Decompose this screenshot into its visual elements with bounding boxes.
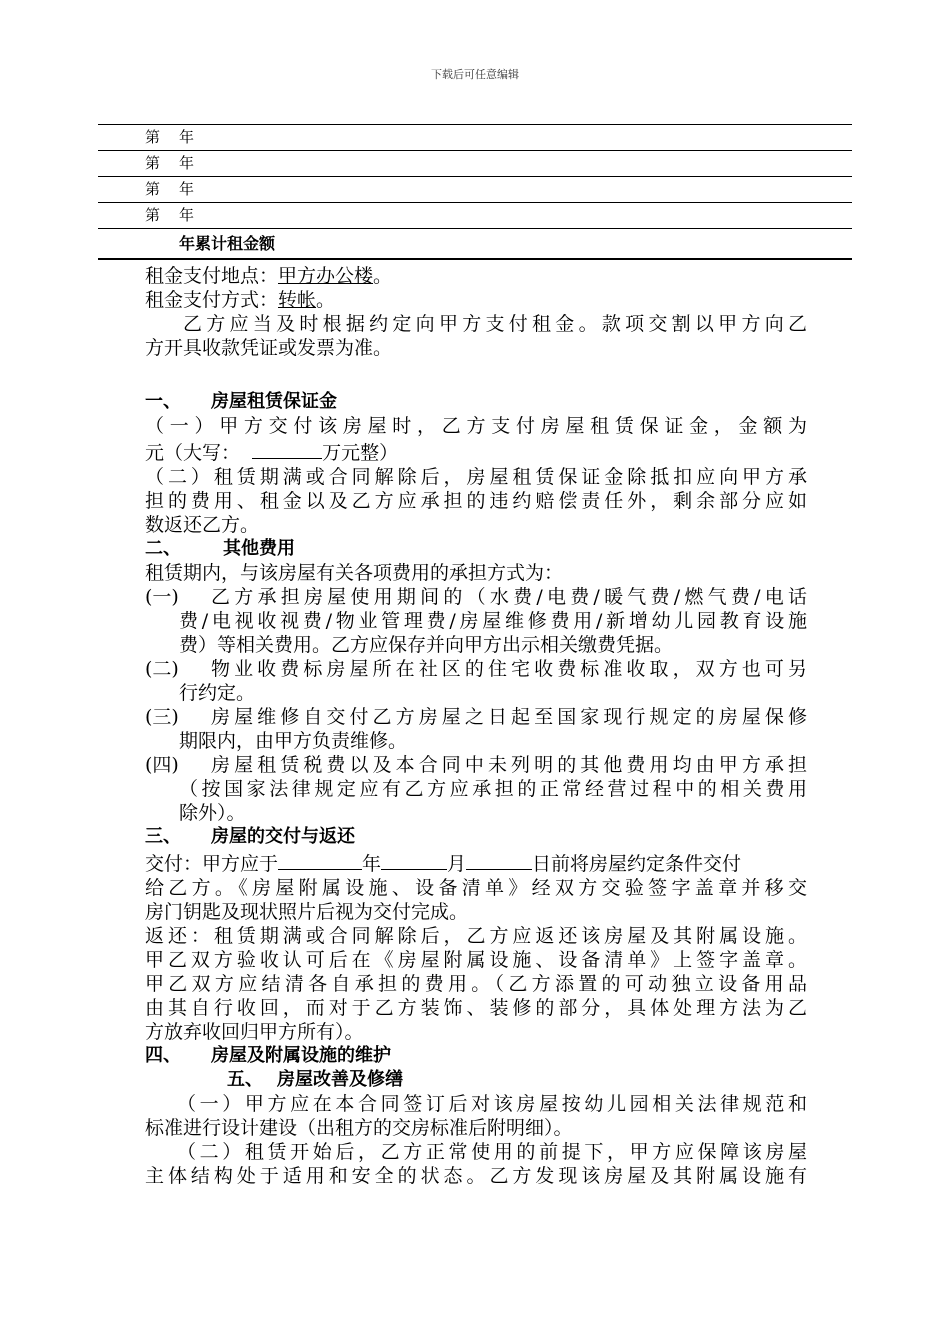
paragraph-line: 标准进行设计建设（出租方的交房标准后附明细）。 bbox=[145, 1117, 573, 1139]
paragraph-line: 元（大写： 万元整） bbox=[145, 438, 807, 465]
paragraph-line: 租赁期内，与该房屋有关各项费用的承担方式为： bbox=[145, 562, 564, 584]
paragraph-line: 交付：甲方应于 年 月 日前将房屋约定条件交付 bbox=[145, 849, 807, 876]
list-marker: (一) bbox=[145, 586, 179, 608]
list-marker: (二) bbox=[145, 658, 179, 680]
delivery-month-blank bbox=[381, 849, 447, 870]
paragraph-line: （一）甲方应在本合同签订后对该房屋按幼儿园相关法律规范和 bbox=[177, 1093, 807, 1115]
paragraph-line: 给乙方。《房屋附属设施、设备清单》经双方交验签字盖章并移交 bbox=[145, 877, 807, 899]
paragraph-line: （一）甲方交付该房屋时，乙方支付房屋租赁保证金，金额为 bbox=[145, 415, 807, 437]
payment-place-value: 甲方办公楼 bbox=[278, 265, 374, 287]
row-ordinal: 第 bbox=[145, 206, 161, 224]
row-year: 年 bbox=[179, 128, 195, 146]
row-ordinal: 第 bbox=[145, 154, 161, 172]
list-item: (三) 房屋维修自交付乙方房屋之日起至国家现行规定的房屋保修 期限内，由甲方负责维修。 bbox=[145, 706, 807, 752]
paragraph-line: 担的费用、租金以及乙方应承担的违约赔偿责任外，剩余部分应如 bbox=[145, 490, 807, 512]
row-ordinal: 第 bbox=[145, 128, 161, 146]
paragraph-line: 乙方应当及时根据约定向甲方支付租金。款项交割以甲方向乙 bbox=[183, 313, 807, 335]
row-year: 年 bbox=[179, 180, 195, 198]
page-header-note: 下载后可任意编辑 bbox=[431, 68, 519, 81]
list-marker: (三) bbox=[145, 706, 179, 728]
row-ordinal: 第 bbox=[145, 180, 161, 198]
payment-method-line: 租金支付方式：转帐。 bbox=[145, 289, 336, 311]
row-year: 年 bbox=[179, 206, 195, 224]
list-marker: (四) bbox=[145, 754, 179, 776]
section-heading: 一、 房屋租赁保证金 bbox=[145, 391, 337, 412]
section-heading: 五、 房屋改善及修缮 bbox=[227, 1069, 403, 1090]
paragraph-line: 主体结构处于适用和安全的状态。乙方发现该房屋及其附属设施有 bbox=[145, 1165, 807, 1187]
table-row bbox=[98, 176, 852, 202]
table-row bbox=[98, 150, 852, 176]
paragraph-line: 甲乙双方应结清各自承担的费用。（乙方添置的可动独立设备用品 bbox=[145, 973, 807, 995]
paragraph-line: 数返还乙方。 bbox=[145, 514, 260, 536]
table-row bbox=[98, 202, 852, 228]
payment-place-line: 租金支付地点：甲方办公楼。 bbox=[145, 265, 393, 287]
list-item: (一) 乙方承担房屋使用期间的（水费/电费/暖气费/燃气费/电话 费/电视收视费/物业管理费/房屋维修费用/新增幼儿园教育设施 费）等相关费用。乙方应保存并向甲方出示相关缴费凭据。 bbox=[145, 586, 807, 656]
deposit-amount-blank bbox=[252, 438, 322, 459]
payment-method-value: 转帐 bbox=[278, 289, 317, 311]
paragraph-line: 返还：租赁期满或合同解除后，乙方应返还该房屋及其附属设施。 bbox=[145, 925, 807, 947]
list-item: (四) 房屋租赁税费以及本合同中未列明的其他费用均由甲方承担 （按国家法律规定应有乙方应承担的正常经营过程中的相关费用 除外）。 bbox=[145, 754, 807, 824]
row-year: 年 bbox=[179, 154, 195, 172]
total-rent-label: 年累计租金额 bbox=[179, 234, 276, 253]
paragraph-line: 甲乙双方验收认可后在《房屋附属设施、设备清单》上签字盖章。 bbox=[145, 949, 807, 971]
rent-schedule-table bbox=[98, 124, 852, 260]
delivery-day-blank bbox=[466, 849, 532, 870]
paragraph-line: 方放弃收回归甲方所有）。 bbox=[145, 1021, 364, 1043]
table-total-row bbox=[98, 228, 852, 260]
paragraph-line: （二）租赁开始后，乙方正常使用的前提下，甲方应保障该房屋 bbox=[177, 1141, 807, 1163]
paragraph-line: 由其自行收回，而对于乙方装饰、装修的部分，具体处理方法为乙 bbox=[145, 997, 807, 1019]
table-row bbox=[98, 124, 852, 150]
paragraph-line: 方开具收款凭证或发票为准。 bbox=[145, 337, 393, 359]
paragraph-line: （二）租赁期满或合同解除后，房屋租赁保证金除抵扣应向甲方承 bbox=[145, 466, 807, 488]
section-heading: 二、 其他费用 bbox=[145, 538, 295, 559]
section-heading: 四、 房屋及附属设施的维护 bbox=[145, 1045, 391, 1066]
delivery-year-blank bbox=[278, 849, 362, 870]
section-heading: 三、 房屋的交付与返还 bbox=[145, 826, 355, 847]
contract-body bbox=[145, 264, 807, 1188]
list-item: (二) 物业收费标房屋所在社区的住宅收费标准收取，双方也可另 行约定。 bbox=[145, 658, 807, 704]
paragraph-line: 房门钥匙及现状照片后视为交付完成。 bbox=[145, 901, 469, 923]
